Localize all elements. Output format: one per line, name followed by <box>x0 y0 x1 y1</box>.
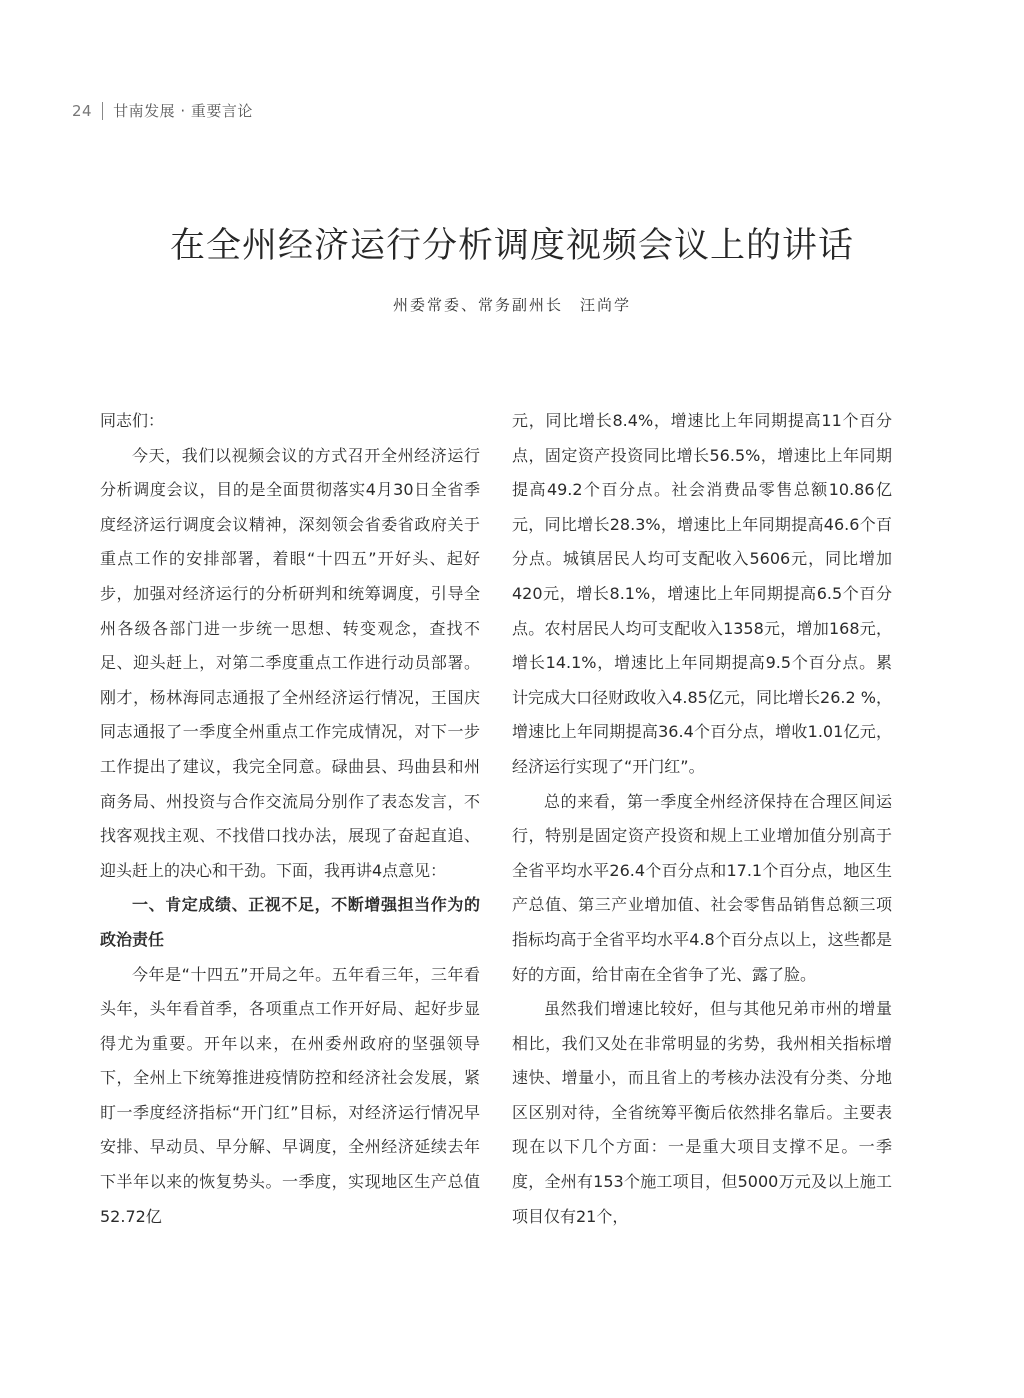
paragraph: 元，同比增长8.4%，增速比上年同期提高11个百分点，固定资产投资同比增长56.5%，增速比上年同期提高49.2个百分点。社会消费品零售总额10.86亿元，同比增长28.3%，增速比上年同期提高46.6个百分点。城镇居民人均可支配收入5606元，同比增加420元，增长8.1%，增速比上年同期提高6.5个百分点。农村居民人均可支配收入1358元，增加168元，增长14.1%，增速比上年同期提高9.5个百分点。累计完成大口径财政收入4.85亿元，同比增长26.2 %，增速比上年同期提高36.4个百分点，增收1.01亿元，经济运行实现了“开门红”。 <box>512 411 892 776</box>
right-column <box>512 404 892 1234</box>
paragraph: 虽然我们增速比较好，但与其他兄弟市州的增量相比，我们又处在非常明显的劣势，我州相关指标增速快、增量小，而且省上的考核办法没有分类、分地区区别对待，全省统筹平衡后依然排名靠后。主要表现在以下几个方面：一是重大项目支撑不足。一季度，全州有153个施工项目，但5000万元及以上施工项目仅有21个， <box>512 999 892 1226</box>
left-column <box>100 404 480 1234</box>
page-number: 24 <box>72 101 93 120</box>
salutation: 同志们： <box>100 411 165 430</box>
paragraph: 总的来看，第一季度全州经济保持在合理区间运行，特别是固定资产投资和规上工业增加值分别高于全省平均水平26.4个百分点和17.1个百分点，地区生产总值、第三产业增加值、社会零售品销售总额三项指标均高于全省平均水平4.8个百分点以上，这些都是好的方面，给甘南在全省争了光、露了脸。 <box>512 791 892 984</box>
paragraph: 今年是“十四五”开局之年。五年看三年，三年看头年，头年看首季，各项重点工作开好局、起好步显得尤为重要。开年以来，在州委州政府的坚强领导下，全州上下统筹推进疫情防控和经济社会发展，紧盯一季度经济指标“开门红”目标，对经济运行情况早安排、早动员、早分解、早调度，全州经济延续去年下半年以来的恢复势头。一季度，实现地区生产总值52.72亿 <box>100 964 480 1226</box>
article-title: 在全州经济运行分析调度视频会议上的讲话 <box>169 226 854 266</box>
running-head <box>72 100 253 121</box>
article-byline: 州委常委、常务副州长 汪尚学 <box>392 296 631 314</box>
paragraph: 今天，我们以视频会议的方式召开全州经济运行分析调度会议，目的是全面贯彻落实4月30日全省季度经济运行调度会议精神，深刻领会省委省政府关于重点工作的安排部署，着眼“十四五”开好头、起好步，加强对经济运行的分析研判和统筹调度，引导全州各级各部门进一步统一思想、转变观念，查找不足、迎头赶上，对第二季度重点工作进行动员部署。刚才，杨林海同志通报了全州经济运行情况，王国庆同志通报了一季度全州重点工作完成情况，对下一步工作提出了建议，我完全同意。碌曲县、玛曲县和州商务局、州投资与合作交流局分别作了表态发言，不找客观找主观、不找借口找办法，展现了奋起直追、迎头赶上的决心和干劲。下面，我再讲4点意见： <box>100 445 480 880</box>
header-divider <box>102 102 103 120</box>
section-heading: 一、肯定成绩、正视不足，不断增强担当作为的政治责任 <box>100 895 480 949</box>
section-name: 甘南发展 · 重要言论 <box>113 102 253 120</box>
